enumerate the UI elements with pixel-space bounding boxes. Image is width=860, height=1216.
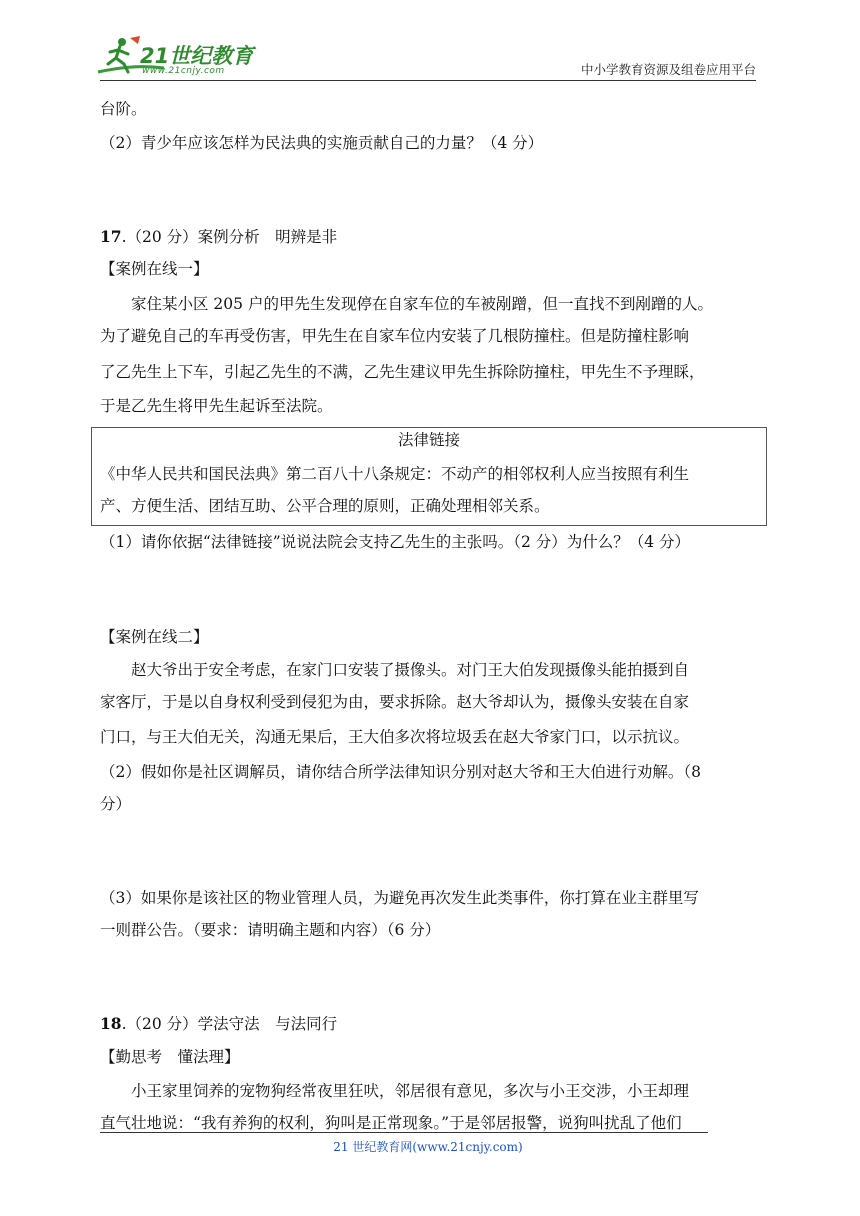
case-1-line-2: 为了避免自己的车再受伤害，甲先生在自家车位内安装了几根防撞柱。但是防撞柱影响: [100, 327, 690, 345]
footer-divider: [100, 1132, 708, 1133]
think-line-1: 小王家里饲养的宠物狗经常夜里狂吠，邻居很有意见，多次与小王交涉，小王却理: [131, 1082, 690, 1100]
law-link-line-2: 产、方便生活、团结互助、公平合理的原则，正确处理相邻关系。: [100, 497, 550, 515]
header-divider: [100, 80, 756, 81]
think-section-title: 【勤思考 懂法理】: [100, 1048, 240, 1066]
platform-name: 中小学教育资源及组卷应用平台: [580, 62, 756, 77]
logo-text: 21世纪教育: [140, 44, 254, 68]
question-17-3-line-1: （3）如果你是该社区的物业管理人员，为避免再次发生此类事件，你打算在业主群里写: [100, 889, 699, 907]
case-2-line-1: 赵大爷出于安全考虑，在家门口安装了摄像头。对门王大伯发现摄像头能拍摄到自: [131, 661, 690, 679]
question-18-title: .（20 分）学法守法 与法同行: [121, 1015, 338, 1033]
question-2-prompt: （2）青少年应该怎样为民法典的实施贡献自己的力量？（4 分）: [100, 134, 544, 152]
question-17-heading: [100, 227, 337, 247]
case-1-line-4: 于是乙先生将甲先生起诉至法院。: [100, 397, 333, 415]
case-1-line-1: 家住某小区 205 户的甲先生发现停在自家车位的车被剐蹭，但一直找不到剐蹭的人。: [131, 295, 713, 313]
question-17-1: （1）请你依据“法律链接”说说法院会支持乙先生的主张吗。（2 分）为什么？（4 分）: [100, 533, 691, 551]
question-17-3-line-2: 一则群公告。（要求：请明确主题和内容）（6 分）: [100, 921, 441, 939]
law-link-title: 法律链接: [397, 431, 460, 449]
question-17-number: 17: [100, 227, 122, 246]
law-link-line-1: 《中华人民共和国民法典》第二百八十八条规定：不动产的相邻权利人应当按照有利生: [100, 465, 690, 483]
case-1-title: 【案例在线一】: [100, 260, 209, 278]
logo-url: www.21cnjy.com: [142, 66, 225, 76]
question-17-2-line-2: 分）: [100, 795, 132, 813]
case-2-title: 【案例在线二】: [100, 628, 209, 646]
question-18-number: 18: [100, 1014, 122, 1033]
question-17-title: .（20 分）案例分析 明辨是非: [121, 228, 338, 246]
question-18-heading: [100, 1014, 337, 1034]
site-logo: [94, 34, 264, 78]
case-2-line-2: 家客厅，于是以自身权利受到侵犯为由，要求拆除。赵大爷却认为，摄像头安装在自家: [100, 693, 690, 711]
think-line-2: 直气壮地说：“我有养狗的权利，狗叫是正常现象。”于是邻居报警，说狗叫扰乱了他们: [100, 1114, 682, 1132]
footer-link[interactable]: 21 世纪教育网(www.21cnjy.com): [333, 1140, 523, 1154]
case-2-line-3: 门口，与王大伯无关，沟通无果后，王大伯多次将垃圾丢在赵大爷家门口，以示抗议。: [100, 728, 690, 746]
case-1-line-3: 了乙先生上下车，引起乙先生的不满，乙先生建议甲先生拆除防撞柱，甲先生不予理睬，: [100, 363, 705, 381]
question-17-2-line-1: （2）假如你是社区调解员，请你结合所学法律知识分别对赵大爷和王大伯进行劝解。（8: [100, 763, 701, 781]
continuation-line: 台阶。: [100, 100, 147, 118]
